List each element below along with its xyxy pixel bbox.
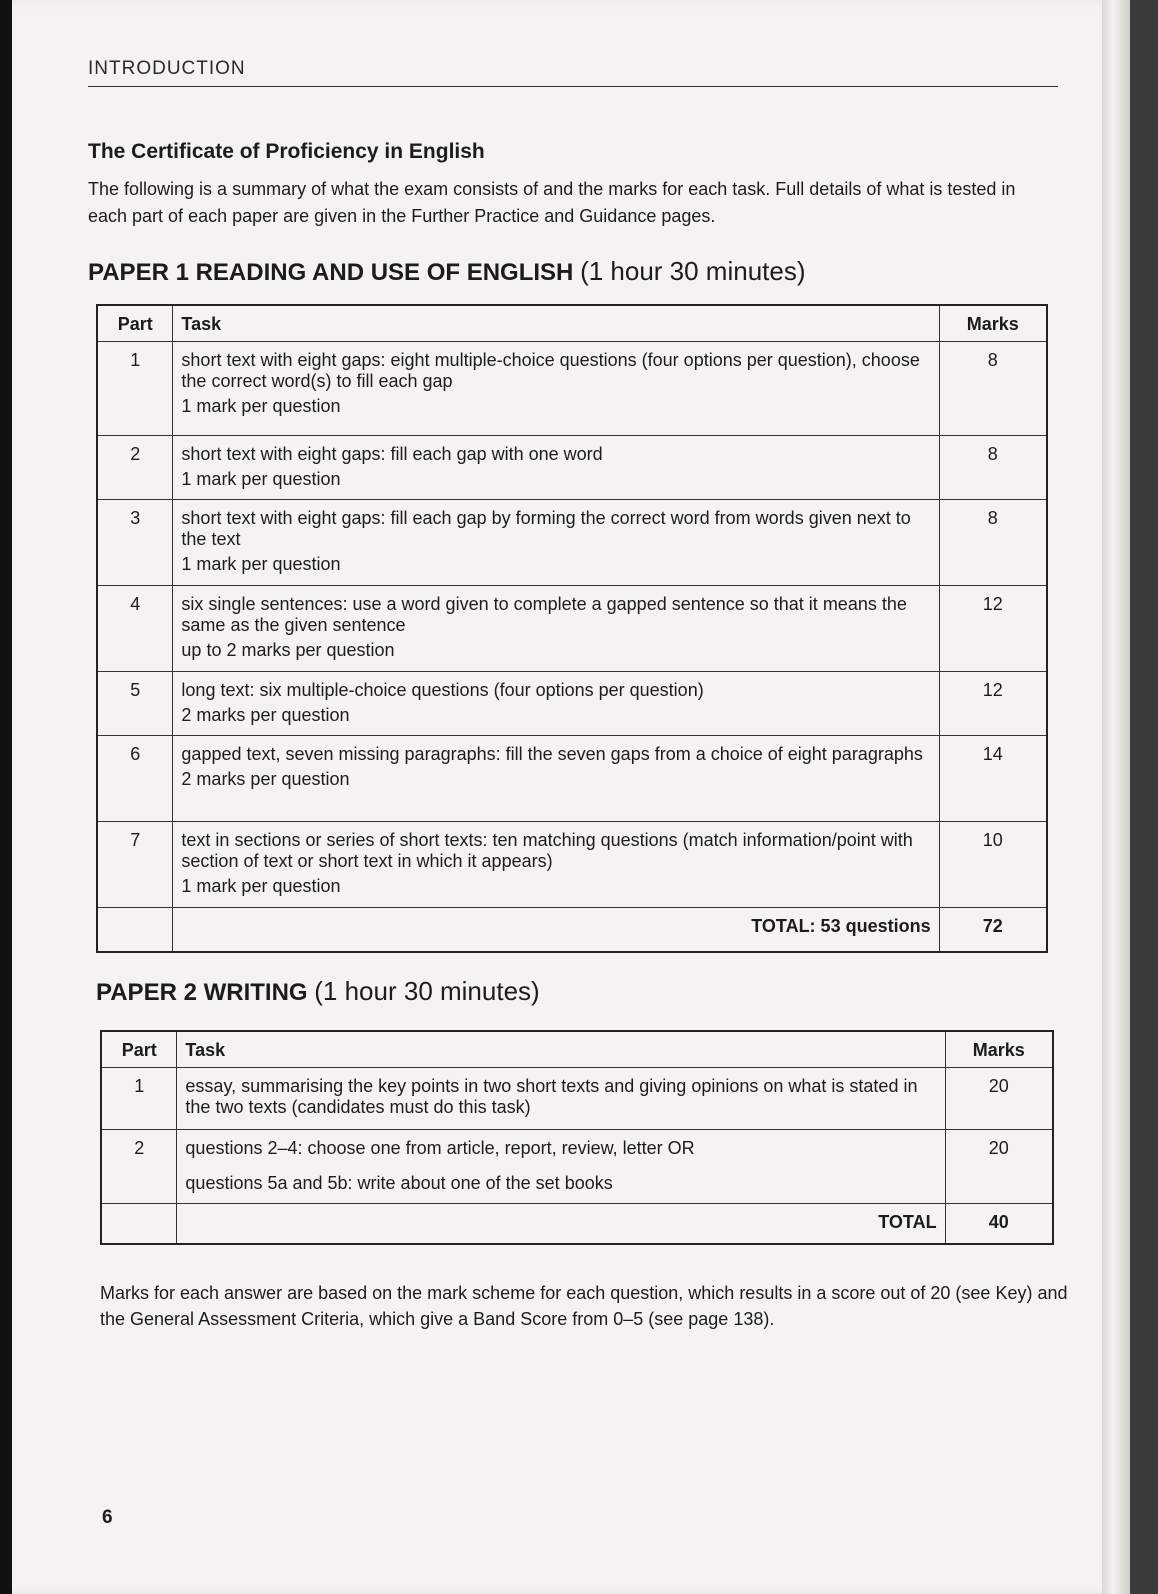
col-header-part: Part bbox=[97, 305, 173, 342]
total-marks: 72 bbox=[939, 908, 1047, 952]
col-header-task: Task bbox=[177, 1031, 945, 1068]
table-row bbox=[101, 1068, 1053, 1130]
table-total-row bbox=[97, 908, 1047, 952]
task-description: long text: six multiple-choice questions (four options per question) bbox=[181, 680, 704, 700]
header-rule bbox=[88, 86, 1058, 87]
task-description: essay, summarising the key points in two short texts and giving opinions on what is stated in the two texts (candidates must do this task) bbox=[185, 1076, 918, 1117]
marks-note: Marks for each answer are based on the mark scheme for each question, which results in a score out of 20 (see Key) and the General Assessment Criteria, which give a Band Score from 0–5 (see page 138). bbox=[100, 1283, 1068, 1329]
total-empty-cell bbox=[101, 1204, 177, 1244]
total-label: TOTAL: 53 questions bbox=[173, 908, 939, 952]
col-header-task: Task bbox=[173, 305, 939, 342]
total-empty-cell bbox=[97, 908, 173, 952]
task-description: six single sentences: use a word given to complete a gapped sentence so that it means the same as the given sentence bbox=[181, 594, 907, 635]
row-marks: 8 bbox=[939, 342, 1047, 436]
row-part: 1 bbox=[101, 1068, 177, 1130]
row-task bbox=[173, 500, 939, 586]
paper1-table bbox=[96, 304, 1048, 953]
row-part: 5 bbox=[97, 672, 173, 736]
paper2-heading bbox=[96, 976, 540, 1007]
task-description: short text with eight gaps: eight multiple-choice questions (four options per question), choose the correct word(s) to fill each gap bbox=[181, 350, 920, 391]
task-mark-rule: 2 marks per question bbox=[181, 769, 350, 789]
col-header-part: Part bbox=[101, 1031, 177, 1068]
row-part: 1 bbox=[97, 342, 173, 436]
row-part: 2 bbox=[101, 1130, 177, 1204]
intro-text: The following is a summary of what the exam consists of and the marks for each task. Full details of what is tested in each part of each paper are given in the Further Practice and Guidance pages. bbox=[88, 179, 1016, 226]
task-description: gapped text, seven missing paragraphs: fill the seven gaps from a choice of eight paragraphs bbox=[181, 744, 923, 764]
row-task bbox=[173, 736, 939, 822]
row-marks: 20 bbox=[945, 1130, 1053, 1204]
row-part: 6 bbox=[97, 736, 173, 822]
paper1-duration: (1 hour 30 minutes) bbox=[580, 256, 806, 286]
row-task bbox=[173, 672, 939, 736]
row-marks: 12 bbox=[939, 586, 1047, 672]
page-edge bbox=[1102, 0, 1130, 1594]
table-row bbox=[97, 586, 1047, 672]
row-marks: 10 bbox=[939, 822, 1047, 908]
task-description: text in sections or series of short texts: ten matching questions (match information/point with section of text or short text in which it appears) bbox=[181, 830, 913, 871]
task-mark-rule: 1 mark per question bbox=[181, 469, 341, 489]
task-description-alt: questions 5a and 5b: write about one of the set books bbox=[185, 1173, 613, 1193]
row-part: 4 bbox=[97, 586, 173, 672]
task-description: questions 2–4: choose one from article, report, review, letter OR bbox=[185, 1138, 695, 1158]
table-row bbox=[97, 822, 1047, 908]
table-row bbox=[97, 672, 1047, 736]
document-page bbox=[12, 0, 1130, 1594]
row-task bbox=[173, 586, 939, 672]
row-marks: 8 bbox=[939, 500, 1047, 586]
row-task bbox=[173, 436, 939, 500]
table-total-row bbox=[101, 1204, 1053, 1244]
task-mark-rule: 1 mark per question bbox=[181, 396, 341, 416]
section-label: INTRODUCTION bbox=[88, 58, 246, 79]
row-task bbox=[177, 1130, 945, 1204]
row-task bbox=[177, 1068, 945, 1130]
col-header-marks: Marks bbox=[945, 1031, 1053, 1068]
row-marks: 12 bbox=[939, 672, 1047, 736]
table-header-row bbox=[101, 1031, 1053, 1068]
row-part: 7 bbox=[97, 822, 173, 908]
task-mark-rule: up to 2 marks per question bbox=[181, 640, 395, 660]
table-row bbox=[97, 500, 1047, 586]
task-mark-rule: 1 mark per question bbox=[181, 876, 341, 896]
table-header-row bbox=[97, 305, 1047, 342]
paper1-heading bbox=[88, 256, 806, 287]
row-task bbox=[173, 342, 939, 436]
paper2-duration: (1 hour 30 minutes) bbox=[314, 976, 540, 1006]
paper1-title: PAPER 1 READING AND USE OF ENGLISH bbox=[88, 259, 574, 286]
intro-title: The Certificate of Proficiency in English bbox=[88, 140, 485, 163]
row-marks: 14 bbox=[939, 736, 1047, 822]
row-marks: 20 bbox=[945, 1068, 1053, 1130]
row-task bbox=[173, 822, 939, 908]
task-description: short text with eight gaps: fill each gap by forming the correct word from words given next to the text bbox=[181, 508, 911, 549]
table-row bbox=[97, 436, 1047, 500]
col-header-marks: Marks bbox=[939, 305, 1047, 342]
total-marks: 40 bbox=[945, 1204, 1053, 1244]
page-gutter-shadow bbox=[0, 0, 12, 1594]
table-row bbox=[101, 1130, 1053, 1204]
task-description: short text with eight gaps: fill each gap with one word bbox=[181, 444, 603, 464]
table-row bbox=[97, 342, 1047, 436]
row-marks: 8 bbox=[939, 436, 1047, 500]
task-mark-rule: 1 mark per question bbox=[181, 554, 341, 574]
row-part: 2 bbox=[97, 436, 173, 500]
task-mark-rule: 2 marks per question bbox=[181, 705, 350, 725]
total-label: TOTAL bbox=[177, 1204, 945, 1244]
row-part: 3 bbox=[97, 500, 173, 586]
paper2-title: PAPER 2 WRITING bbox=[96, 979, 308, 1006]
paper2-table bbox=[100, 1030, 1054, 1245]
table-row bbox=[97, 736, 1047, 822]
page-number: 6 bbox=[102, 1507, 113, 1528]
